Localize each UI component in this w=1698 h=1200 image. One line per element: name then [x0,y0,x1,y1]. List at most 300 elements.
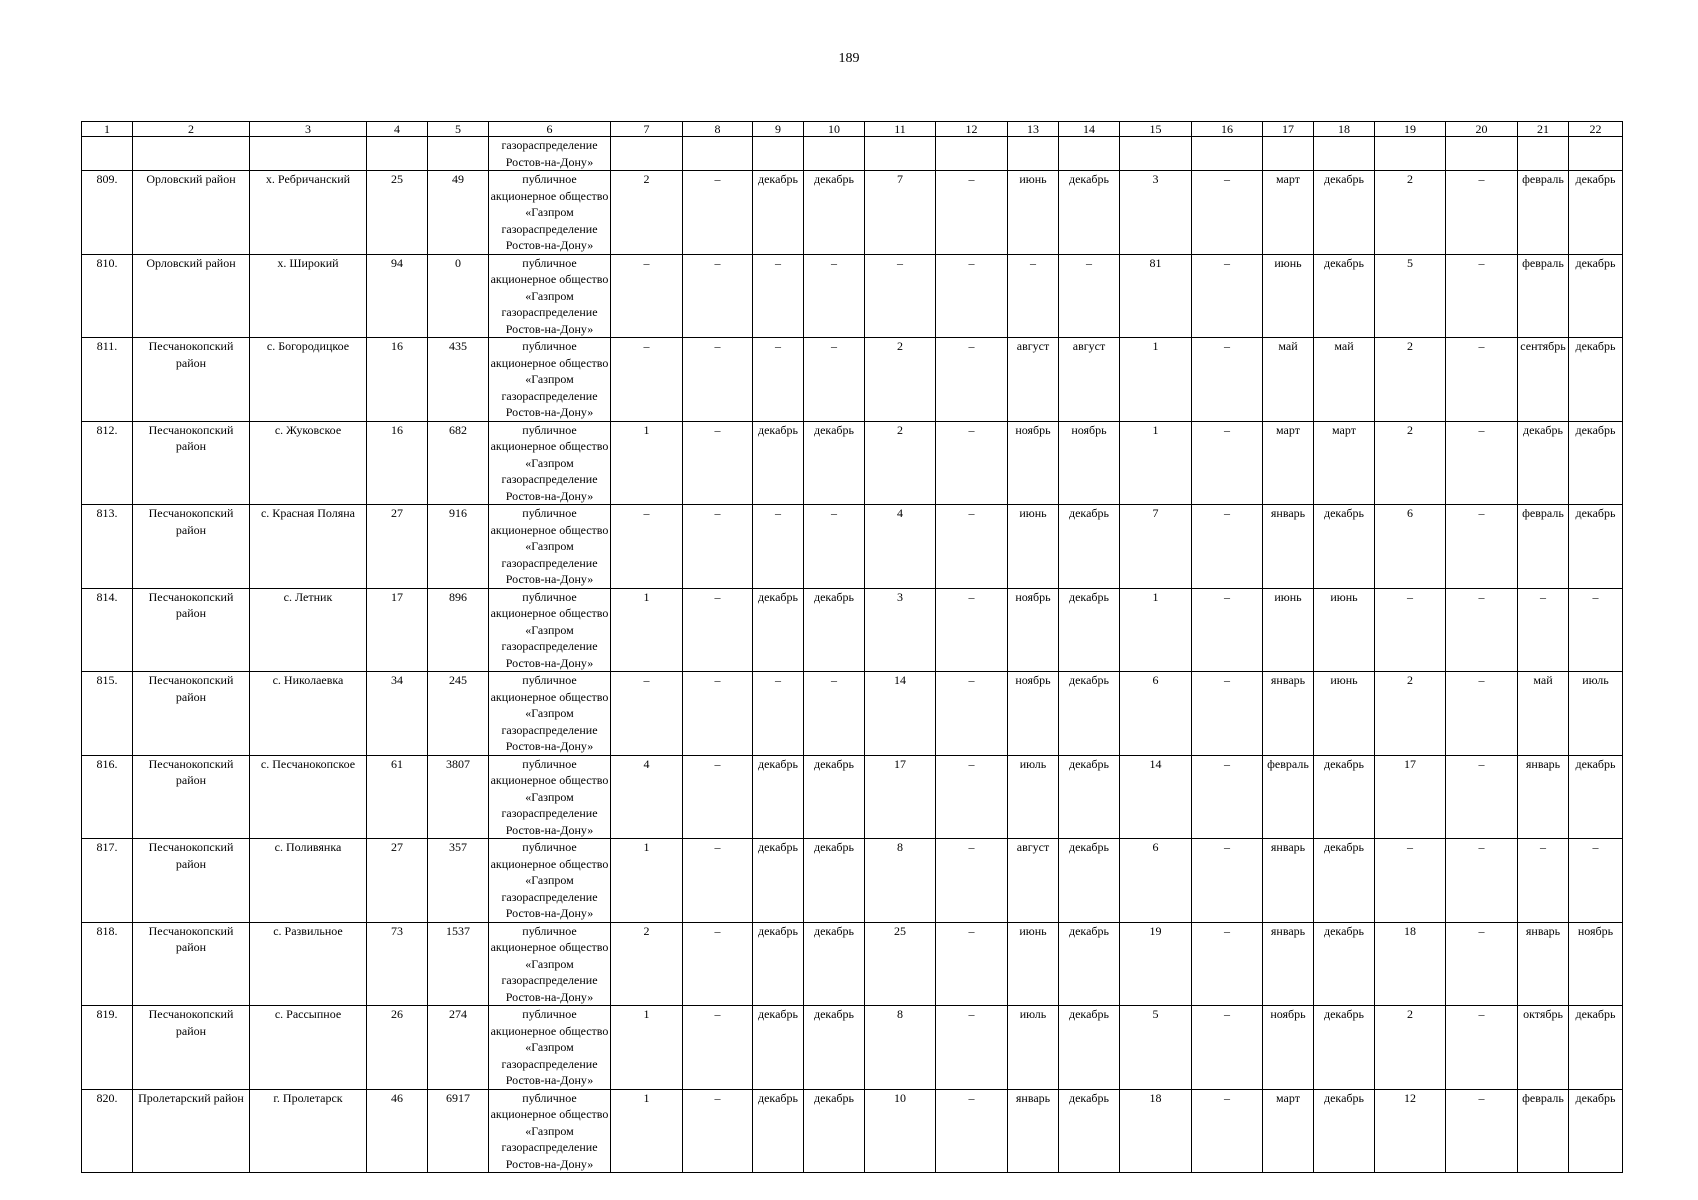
table-cell-col-5: 896 [428,588,489,672]
table-cell-col-10: декабрь [804,922,865,1006]
table-cell-col-22: декабрь [1569,421,1623,505]
table-cell-col-22: 22 [1569,122,1623,137]
table-cell-col-3: с. Рассыпное [250,1006,367,1090]
table-cell-col-2: Песчанокопский район [133,672,250,756]
table-cell-col-17: январь [1263,839,1314,923]
table-cell-col-14: август [1059,338,1120,422]
table-cell-col-16 [1192,137,1263,171]
table-cell-col-17: июнь [1263,254,1314,338]
table-cell-col-10: декабрь [804,1089,865,1173]
table-cell-col-9: декабрь [753,588,804,672]
table-cell-col-19: – [1375,588,1446,672]
table-cell-col-17: май [1263,338,1314,422]
table-cell-col-19: 5 [1375,254,1446,338]
table-cell-col-8: – [683,1089,753,1173]
table-cell-col-9 [753,137,804,171]
table-cell-col-18: декабрь [1314,505,1375,589]
table-cell-col-8: – [683,505,753,589]
table-cell-col-6: 6 [489,122,611,137]
table-cell-col-14: декабрь [1059,505,1120,589]
table-cell-col-14: декабрь [1059,672,1120,756]
table-cell-col-21 [1518,137,1569,171]
table-cell-col-12 [936,137,1008,171]
table-cell-col-7: – [611,254,683,338]
table-cell-col-11: 25 [865,922,936,1006]
table-cell-col-18: декабрь [1314,839,1375,923]
table-cell-col-5: 435 [428,338,489,422]
table-cell-col-21: октябрь [1518,1006,1569,1090]
table-cell-col-18: декабрь [1314,171,1375,255]
table-cell-col-8: – [683,338,753,422]
table-cell-col-10: – [804,338,865,422]
table-cell-col-2: Песчанокопский район [133,1006,250,1090]
table-cell-col-18: декабрь [1314,922,1375,1006]
table-cell-col-3: с. Развильное [250,922,367,1006]
table-cell-col-22: декабрь [1569,1006,1623,1090]
table-cell-col-15: 18 [1120,1089,1192,1173]
table-cell-col-12: – [936,505,1008,589]
table-cell-col-1: 813. [82,505,133,589]
table-cell-col-9: декабрь [753,1089,804,1173]
table-cell-col-11: 2 [865,421,936,505]
table-cell-col-2: Песчанокопский район [133,505,250,589]
table-cell-col-2: Песчанокопский район [133,839,250,923]
table-cell-col-15: 1 [1120,588,1192,672]
table-cell-col-7: – [611,505,683,589]
table-cell-col-5: 916 [428,505,489,589]
page-number: 189 [838,51,860,66]
table-cell-col-5: 0 [428,254,489,338]
header-row [82,122,1623,137]
table-cell-col-2 [133,137,250,171]
table-cell-col-4: 16 [367,421,428,505]
table-cell-col-13: август [1008,839,1059,923]
table-cell-col-2: Пролетарский район [133,1089,250,1173]
table-cell-col-9: 9 [753,122,804,137]
table-cell-col-10: декабрь [804,588,865,672]
table-cell-col-9: декабрь [753,839,804,923]
table-cell-col-11: 2 [865,338,936,422]
table-cell-col-11: 4 [865,505,936,589]
table-cell-col-6: публичное акционерное общество «Газпром газораспределение Ростов-на-Дону» [489,1089,611,1173]
table-cell-col-6: газораспределение Ростов-на-Дону» [489,137,611,171]
table-cell-col-13: июнь [1008,505,1059,589]
table-cell-col-19: 18 [1375,922,1446,1006]
table-cell-col-7: 1 [611,1006,683,1090]
table-cell-col-16: – [1192,672,1263,756]
table-cell-col-8 [683,137,753,171]
table-cell-col-8: – [683,755,753,839]
table-cell-col-22: – [1569,839,1623,923]
table-cell-col-12: – [936,839,1008,923]
table-cell-col-3: с. Жуковское [250,421,367,505]
table-cell-col-22: декабрь [1569,254,1623,338]
table-cell-col-21: сентябрь [1518,338,1569,422]
table-cell-col-4: 34 [367,672,428,756]
table-row [82,755,1623,839]
table-cell-col-7: 2 [611,171,683,255]
table-row [82,505,1623,589]
table-cell-col-5: 6917 [428,1089,489,1173]
table-cell-col-10: декабрь [804,421,865,505]
table-cell-col-6: публичное акционерное общество «Газпром газораспределение Ростов-на-Дону» [489,338,611,422]
table-cell-col-16: – [1192,922,1263,1006]
table-cell-col-15: 14 [1120,755,1192,839]
table-cell-col-4: 27 [367,505,428,589]
table-cell-col-12: – [936,171,1008,255]
table-cell-col-8: – [683,588,753,672]
table-cell-col-12: – [936,1089,1008,1173]
table-cell-col-22: декабрь [1569,1089,1623,1173]
table-cell-col-12: – [936,755,1008,839]
table-cell-col-11: 11 [865,122,936,137]
table-cell-col-2: Песчанокопский район [133,922,250,1006]
table-cell-col-17: март [1263,421,1314,505]
table-cell-col-10: декабрь [804,1006,865,1090]
table-cell-col-9: – [753,672,804,756]
table-cell-col-19: 2 [1375,672,1446,756]
table-cell-col-21: февраль [1518,171,1569,255]
table-cell-col-17: февраль [1263,755,1314,839]
table-cell-col-18: 18 [1314,122,1375,137]
table-cell-col-7: 1 [611,588,683,672]
table-cell-col-19: 2 [1375,1006,1446,1090]
table-cell-col-20: – [1446,922,1518,1006]
table-cell-col-18: май [1314,338,1375,422]
table-cell-col-4: 61 [367,755,428,839]
table-cell-col-1: 812. [82,421,133,505]
table-cell-col-14: 14 [1059,122,1120,137]
table-cell-col-20: – [1446,421,1518,505]
table-cell-col-2: Песчанокопский район [133,421,250,505]
table-cell-col-20: – [1446,672,1518,756]
table-cell-col-20: – [1446,755,1518,839]
table-row [82,1089,1623,1173]
table-cell-col-10: – [804,505,865,589]
table-cell-col-11: 14 [865,672,936,756]
table-cell-col-11: 17 [865,755,936,839]
table-cell-col-17: 17 [1263,122,1314,137]
table-cell-col-12: – [936,672,1008,756]
table-cell-col-13: июль [1008,755,1059,839]
table-cell-col-16: – [1192,254,1263,338]
table-cell-col-12: 12 [936,122,1008,137]
table-cell-col-3: с. Николаевка [250,672,367,756]
table-cell-col-21: январь [1518,755,1569,839]
table-cell-col-2: Орловский район [133,254,250,338]
table-cell-col-10: – [804,254,865,338]
table-cell-col-6: публичное акционерное общество «Газпром газораспределение Ростов-на-Дону» [489,505,611,589]
table-cell-col-2: 2 [133,122,250,137]
table-cell-col-3: г. Пролетарск [250,1089,367,1173]
table-cell-col-19: 2 [1375,421,1446,505]
table-cell-col-14: декабрь [1059,1006,1120,1090]
table-cell-col-21: январь [1518,922,1569,1006]
table-cell-col-13: ноябрь [1008,672,1059,756]
table-cell-col-4: 17 [367,588,428,672]
table-cell-col-21: – [1518,588,1569,672]
table-cell-col-6: публичное акционерное общество «Газпром газораспределение Ростов-на-Дону» [489,171,611,255]
table-row [82,171,1623,255]
table-cell-col-20: – [1446,505,1518,589]
table-cell-col-14: декабрь [1059,839,1120,923]
table-cell-col-16: – [1192,338,1263,422]
table-cell-col-22: декабрь [1569,338,1623,422]
table-cell-col-17: январь [1263,672,1314,756]
table-cell-col-6: публичное акционерное общество «Газпром газораспределение Ростов-на-Дону» [489,421,611,505]
table-cell-col-7: 1 [611,839,683,923]
table-cell-col-11 [865,137,936,171]
table-cell-col-17: март [1263,1089,1314,1173]
table-cell-col-1: 809. [82,171,133,255]
table-cell-col-12: – [936,338,1008,422]
table-cell-col-16: – [1192,1006,1263,1090]
table-cell-col-3: с. Богородицкое [250,338,367,422]
table-cell-col-7: – [611,672,683,756]
table-cell-col-14: декабрь [1059,171,1120,255]
table-cell-col-3 [250,137,367,171]
table-cell-col-16: – [1192,588,1263,672]
table-cell-col-1: 1 [82,122,133,137]
table-cell-col-19: 19 [1375,122,1446,137]
table-cell-col-16: – [1192,1089,1263,1173]
table-cell-col-16: – [1192,171,1263,255]
table-cell-col-15: 81 [1120,254,1192,338]
table-cell-col-13: ноябрь [1008,421,1059,505]
table-cell-col-4: 46 [367,1089,428,1173]
table-row [82,254,1623,338]
table-cell-col-14: декабрь [1059,755,1120,839]
table-cell-col-8: – [683,171,753,255]
table-cell-col-15: 19 [1120,922,1192,1006]
table-cell-col-9: декабрь [753,171,804,255]
table-cell-col-7 [611,137,683,171]
table-cell-col-9: декабрь [753,755,804,839]
table-cell-col-6: публичное акционерное общество «Газпром газораспределение Ростов-на-Дону» [489,922,611,1006]
table-cell-col-12: – [936,588,1008,672]
table-cell-col-13: июнь [1008,922,1059,1006]
table-cell-col-7: 4 [611,755,683,839]
table-cell-col-8: – [683,254,753,338]
gasification-schedule-table [81,121,1623,1173]
table-cell-col-17 [1263,137,1314,171]
continuation-row [82,137,1623,171]
table-cell-col-10: – [804,672,865,756]
table-cell-col-10 [804,137,865,171]
table-cell-col-4: 4 [367,122,428,137]
table-cell-col-6: публичное акционерное общество «Газпром газораспределение Ростов-на-Дону» [489,755,611,839]
table-cell-col-5: 49 [428,171,489,255]
table-cell-col-12: – [936,922,1008,1006]
table-cell-col-1 [82,137,133,171]
table-cell-col-20: – [1446,1089,1518,1173]
table-cell-col-17: март [1263,171,1314,255]
table-cell-col-11: 8 [865,839,936,923]
table-cell-col-2: Песчанокопский район [133,338,250,422]
table-cell-col-19 [1375,137,1446,171]
table-cell-col-15: 6 [1120,839,1192,923]
table-cell-col-5: 245 [428,672,489,756]
table-cell-col-1: 817. [82,839,133,923]
table-cell-col-13: 13 [1008,122,1059,137]
table-cell-col-19: 12 [1375,1089,1446,1173]
table-row [82,922,1623,1006]
table-cell-col-10: декабрь [804,755,865,839]
table-cell-col-20: – [1446,588,1518,672]
table-cell-col-15: 6 [1120,672,1192,756]
table-cell-col-11: 8 [865,1006,936,1090]
table-cell-col-19: – [1375,839,1446,923]
table-cell-col-14: декабрь [1059,588,1120,672]
table-cell-col-21: февраль [1518,254,1569,338]
table-cell-col-5: 1537 [428,922,489,1006]
table-cell-col-7: 1 [611,421,683,505]
table-cell-col-18 [1314,137,1375,171]
table-cell-col-17: январь [1263,922,1314,1006]
table-cell-col-10: декабрь [804,171,865,255]
table-cell-col-4: 25 [367,171,428,255]
table-cell-col-20 [1446,137,1518,171]
table-cell-col-19: 17 [1375,755,1446,839]
table-cell-col-18: декабрь [1314,755,1375,839]
table-cell-col-13: январь [1008,1089,1059,1173]
table-cell-col-2: Орловский район [133,171,250,255]
table-cell-col-6: публичное акционерное общество «Газпром газораспределение Ростов-на-Дону» [489,1006,611,1090]
table-cell-col-8: – [683,421,753,505]
table-cell-col-7: 7 [611,122,683,137]
table-cell-col-3: с. Песчанокопское [250,755,367,839]
table-cell-col-1: 818. [82,922,133,1006]
table-cell-col-11: – [865,254,936,338]
table-cell-col-10: декабрь [804,839,865,923]
table-cell-col-14: декабрь [1059,922,1120,1006]
table-cell-col-2: Песчанокопский район [133,588,250,672]
table-cell-col-5: 5 [428,122,489,137]
table-row [82,839,1623,923]
table-cell-col-18: декабрь [1314,1006,1375,1090]
table-cell-col-5: 3807 [428,755,489,839]
table-cell-col-7: 1 [611,1089,683,1173]
table-cell-col-22 [1569,137,1623,171]
table-cell-col-6: публичное акционерное общество «Газпром газораспределение Ростов-на-Дону» [489,839,611,923]
table-cell-col-21: февраль [1518,505,1569,589]
table-cell-col-22: декабрь [1569,755,1623,839]
table-cell-col-17: январь [1263,505,1314,589]
table-cell-col-8: 8 [683,122,753,137]
table-cell-col-16: – [1192,755,1263,839]
table-row [82,1006,1623,1090]
table-cell-col-15: 7 [1120,505,1192,589]
table-cell-col-9: декабрь [753,421,804,505]
table-cell-col-3: с. Красная Поляна [250,505,367,589]
table-cell-col-1: 815. [82,672,133,756]
table-cell-col-5 [428,137,489,171]
table-cell-col-5: 357 [428,839,489,923]
table-cell-col-5: 682 [428,421,489,505]
table-cell-col-10: 10 [804,122,865,137]
table-cell-col-4: 94 [367,254,428,338]
table-cell-col-13 [1008,137,1059,171]
table-cell-col-7: – [611,338,683,422]
table-cell-col-18: декабрь [1314,254,1375,338]
table-cell-col-8: – [683,672,753,756]
table-cell-col-15: 5 [1120,1006,1192,1090]
table-cell-col-1: 819. [82,1006,133,1090]
table-cell-col-20: – [1446,338,1518,422]
table-cell-col-21: декабрь [1518,421,1569,505]
table-cell-col-9: декабрь [753,1006,804,1090]
table-cell-col-1: 811. [82,338,133,422]
table-row [82,672,1623,756]
table-cell-col-9: – [753,505,804,589]
table-cell-col-13: август [1008,338,1059,422]
table-cell-col-4 [367,137,428,171]
table-cell-col-18: июнь [1314,588,1375,672]
table-cell-col-19: 2 [1375,338,1446,422]
table-cell-col-22: июль [1569,672,1623,756]
table-cell-col-3: х. Широкий [250,254,367,338]
table-cell-col-18: декабрь [1314,1089,1375,1173]
table-cell-col-15: 1 [1120,338,1192,422]
table-cell-col-6: публичное акционерное общество «Газпром газораспределение Ростов-на-Дону» [489,672,611,756]
table-cell-col-14 [1059,137,1120,171]
table-cell-col-12: – [936,254,1008,338]
table-cell-col-6: публичное акционерное общество «Газпром газораспределение Ростов-на-Дону» [489,588,611,672]
table-cell-col-20: – [1446,839,1518,923]
table-cell-col-13: ноябрь [1008,588,1059,672]
table-cell-col-3: с. Летник [250,588,367,672]
table-cell-col-22: декабрь [1569,171,1623,255]
table-cell-col-1: 814. [82,588,133,672]
table-cell-col-16: – [1192,505,1263,589]
table-cell-col-11: 7 [865,171,936,255]
table-cell-col-15: 3 [1120,171,1192,255]
table-cell-col-4: 73 [367,922,428,1006]
table-row [82,421,1623,505]
table-cell-col-19: 6 [1375,505,1446,589]
table-cell-col-15: 1 [1120,421,1192,505]
table-cell-col-17: июнь [1263,588,1314,672]
table-cell-col-17: ноябрь [1263,1006,1314,1090]
table-cell-col-22: ноябрь [1569,922,1623,1006]
table-cell-col-15: 15 [1120,122,1192,137]
table-cell-col-14: – [1059,254,1120,338]
table-cell-col-21: февраль [1518,1089,1569,1173]
table-cell-col-22: – [1569,588,1623,672]
table-cell-col-9: декабрь [753,922,804,1006]
table-cell-col-8: – [683,1006,753,1090]
table-cell-col-1: 810. [82,254,133,338]
table-cell-col-20: 20 [1446,122,1518,137]
table-cell-col-19: 2 [1375,171,1446,255]
table-cell-col-13: – [1008,254,1059,338]
table-row [82,588,1623,672]
table-cell-col-16: – [1192,421,1263,505]
table-cell-col-14: декабрь [1059,1089,1120,1173]
table-cell-col-6: публичное акционерное общество «Газпром газораспределение Ростов-на-Дону» [489,254,611,338]
table-cell-col-21: май [1518,672,1569,756]
table-cell-col-9: – [753,338,804,422]
table-cell-col-20: – [1446,1006,1518,1090]
table-cell-col-2: Песчанокопский район [133,755,250,839]
table-row [82,338,1623,422]
table-cell-col-14: ноябрь [1059,421,1120,505]
table-cell-col-1: 816. [82,755,133,839]
table-cell-col-11: 3 [865,588,936,672]
table-cell-col-8: – [683,839,753,923]
table-cell-col-4: 27 [367,839,428,923]
table-cell-col-13: июль [1008,1006,1059,1090]
